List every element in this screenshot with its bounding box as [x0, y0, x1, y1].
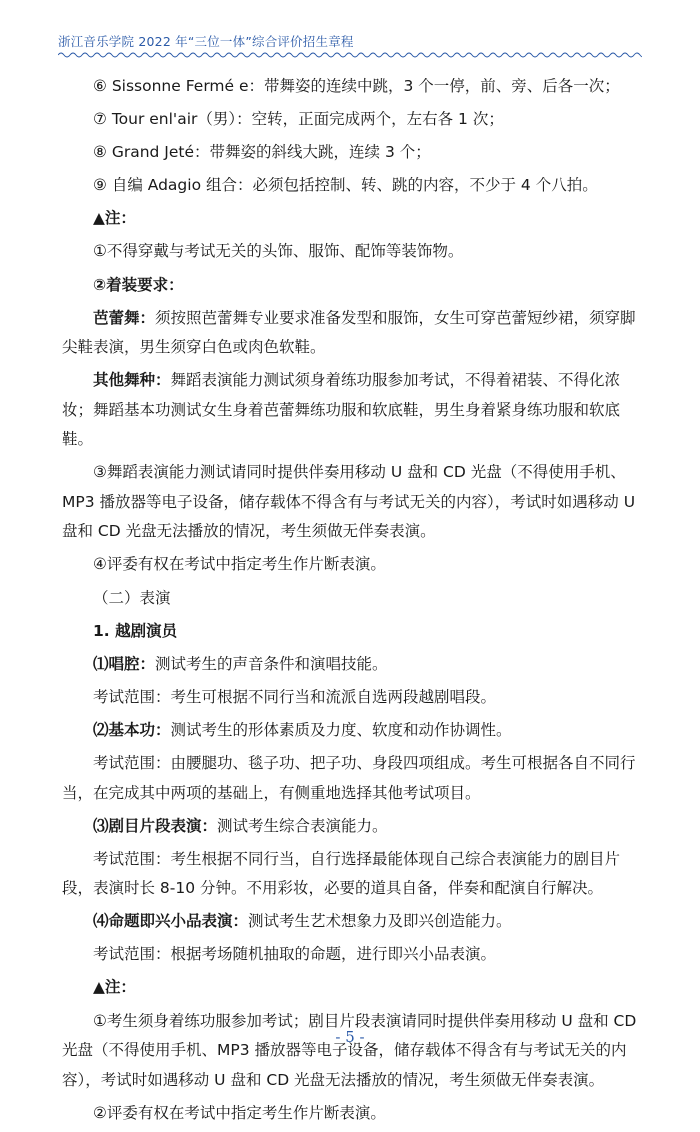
paragraph: [62, 716, 640, 746]
inline-label: ⑵基本功：: [93, 720, 171, 739]
inline-text: 须按照芭蕾舞专业要求准备发型和服饰，女生可穿芭蕾短纱裙，须穿脚尖鞋表演，男生须穿白色或肉色软鞋。: [62, 308, 636, 357]
paragraph: [62, 650, 640, 680]
page-number: - 5 -: [335, 1028, 365, 1046]
document-body: [62, 72, 640, 1132]
inline-label: ⑶剧目片段表演：: [93, 816, 218, 835]
paragraph: ④评委有权在考试中指定考生作片断表演。: [93, 555, 386, 574]
note-subheading: ②着装要求：: [93, 275, 184, 294]
paragraph: [62, 366, 640, 455]
note-heading: ▲注：: [93, 978, 136, 997]
paragraph: ③舞蹈表演能力测试请同时提供伴奏用移动 U 盘和 CD 光盘（不得使用手机、MP3 播放器等电子设备，储存载体不得含有与考试无关的内容），考试时如遇移动 U 盘和 CD 光盘无法播放的情况，考生须做无伴奏表演。: [62, 463, 636, 541]
inline-text: 舞蹈表演能力测试须身着练功服参加考试，不得着裙装、不得化浓妆；舞蹈基本功测试女生身着芭蕾舞练功服和软底鞋，男生身着紧身练功服和软底鞋。: [62, 371, 621, 449]
header-wave-divider: [58, 50, 642, 60]
inline-text: 测试考生的形体素质及力度、软度和动作协调性。: [170, 720, 512, 739]
subsection-heading: 1. 越剧演员: [93, 621, 178, 640]
page-header: 浙江音乐学院 2022 年“三位一体”综合评价招生章程: [58, 34, 354, 49]
inline-text: 测试考生艺术想象力及即兴创造能力。: [248, 912, 512, 931]
paragraph: ①考生须身着练功服参加考试；剧目片段表演请同时提供伴奏用移动 U 盘和 CD 光盘（不得使用手机、MP3 播放器等电子设备，储存载体不得含有与考试无关的内容），考试时如遇移动 U 盘和 CD 光盘无法播放的情况，考生须做无伴奏表演。: [62, 1011, 637, 1089]
paragraph: 考试范围：考生根据不同行当，自行选择最能体现自己综合表演能力的剧目片段，表演时长 8-10 分钟。不用彩妆，必要的道具自备，伴奏和配演自行解决。: [62, 849, 621, 898]
inline-label: ⑴唱腔：: [93, 654, 156, 673]
inline-label: ⑷命题即兴小品表演：: [93, 912, 249, 931]
paragraph: ⑦ Tour enl'air（男）：空转，正面完成两个，左右各 1 次；: [93, 110, 504, 129]
paragraph: ⑥ Sissonne Fermé e：带舞姿的连续中跳，3 个一停，前、旁、后各一次；: [93, 77, 620, 95]
paragraph: ⑨ 自编 Adagio 组合：必须包括控制、转、跳的内容，不少于 4 个八拍。: [93, 176, 598, 195]
section-heading: （二）表演: [93, 588, 171, 607]
paragraph: ⑧ Grand Jeté：带舞姿的斜线大跳，连续 3 个；: [93, 143, 431, 162]
paragraph: 考试范围：根据考场随机抽取的命题，进行即兴小品表演。: [93, 945, 497, 964]
paragraph: ②评委有权在考试中指定考生作片断表演。: [93, 1103, 386, 1122]
inline-text: 测试考生综合表演能力。: [217, 816, 388, 835]
paragraph: ①不得穿戴与考试无关的头饰、服饰、配饰等装饰物。: [93, 242, 464, 261]
paragraph: [62, 812, 640, 842]
note-heading: ▲注：: [93, 209, 136, 228]
inline-label: 其他舞种：: [93, 371, 171, 390]
paragraph: [62, 907, 640, 937]
inline-label: 芭蕾舞：: [93, 308, 156, 327]
inline-text: 测试考生的声音条件和演唱技能。: [155, 654, 388, 673]
paragraph: [62, 304, 640, 363]
paragraph: 考试范围：考生可根据不同行当和流派自选两段越剧唱段。: [93, 687, 497, 706]
paragraph: 考试范围：由腰腿功、毯子功、把子功、身段四项组成。考生可根据各自不同行当，在完成其中两项的基础上，有侧重地选择其他考试项目。: [62, 754, 636, 802]
